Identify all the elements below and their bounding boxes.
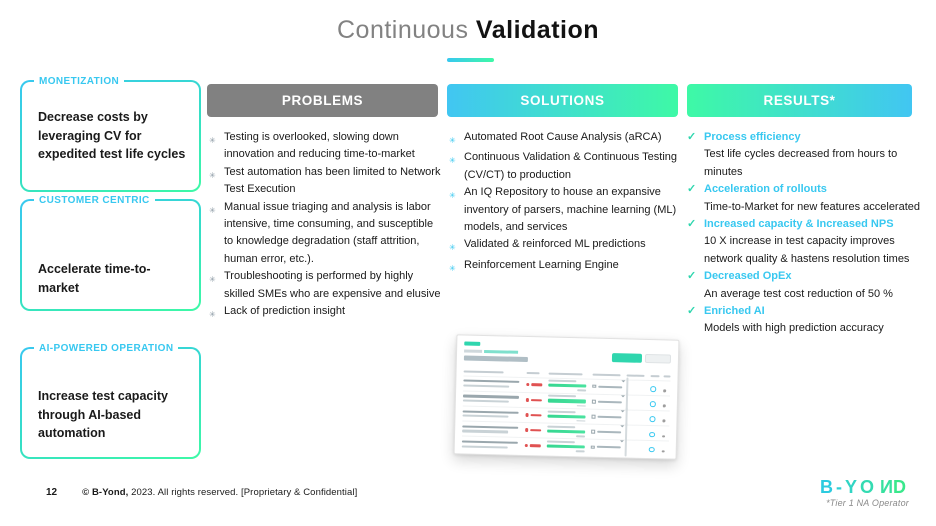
bullet-icon: ✳ [449, 243, 456, 253]
brand-block [820, 477, 909, 508]
result-item [687, 129, 929, 181]
solution-text: Automated Root Cause Analysis (aRCA) [464, 131, 662, 143]
view-icon [650, 417, 656, 423]
results-list [687, 129, 929, 338]
result-content [704, 129, 929, 181]
dashboard-breadcrumb [464, 349, 528, 353]
logo-letter: O [859, 477, 877, 497]
title-bold-part: Validation [475, 16, 600, 44]
bullet-icon: ✳ [209, 275, 216, 285]
view-icon [650, 401, 656, 407]
prediction-icon [591, 445, 595, 449]
result-content [704, 303, 884, 338]
dashboard-logo-chip [464, 341, 480, 345]
check-icon: ✓ [687, 183, 697, 196]
problem-item [209, 303, 443, 323]
failed-badge [530, 429, 541, 432]
bullet-icon: ✳ [449, 263, 456, 273]
failed-status-icon [525, 413, 529, 417]
result-heading: Process efficiency [704, 131, 801, 143]
page-title [0, 16, 936, 45]
bullet-icon: ✳ [209, 205, 216, 215]
sidebar-box-label: AI-POWERED OPERATION [34, 341, 178, 356]
result-content [704, 268, 893, 303]
result-item [687, 181, 929, 216]
footnote-tagline: *Tier 1 NA Operator [826, 498, 909, 508]
result-heading: Decreased OpEx [704, 270, 792, 283]
solution-text: Validated & reinforced ML predictions [464, 238, 646, 251]
problem-text: Test automation has been limited to Network Test Execution [224, 165, 441, 196]
logo-letter-mirrored-n: N [877, 477, 893, 497]
result-detail: Time-to-Market for new features accelerated [704, 200, 921, 213]
failed-status-icon [525, 444, 529, 448]
result-item [687, 268, 929, 303]
check-icon: ✓ [687, 305, 697, 318]
bullet-icon: ✳ [209, 310, 216, 320]
failed-status-icon [526, 383, 530, 387]
bullet-icon: ✳ [449, 191, 456, 201]
sidebar-box-monetization [20, 76, 201, 192]
copyright-brand: © B-Yond, [82, 487, 129, 498]
sidebar-box-text: Accelerate time-to-market [38, 262, 151, 295]
solutions-list [449, 129, 683, 277]
sidebar-box-text: Decrease costs by leveraging CV for expedited test life cycles [38, 110, 186, 161]
copyright-text [82, 487, 357, 498]
result-detail: Models with high prediction accuracy [704, 322, 884, 335]
problems-column-header: PROBLEMS [207, 84, 438, 117]
logo-letter: D [893, 477, 909, 497]
row-menu-icon [663, 405, 666, 408]
sidebar-box-ai-powered-operation [20, 343, 201, 459]
results-column-header: RESULTS* [687, 84, 912, 117]
copyright-rest: 2023. All rights reserved. [Proprietary & Confidential] [128, 487, 358, 498]
sidebar-box-inner [22, 195, 199, 309]
check-icon: ✓ [687, 218, 697, 231]
prediction-icon [592, 430, 596, 434]
failed-badge [531, 399, 542, 402]
prediction-icon [592, 400, 596, 404]
bullet-icon: ✳ [449, 136, 456, 145]
solution-text: Continuous Validation & Continuous Testing (CV/CT) to production [464, 151, 678, 181]
dashboard-secondary-button [645, 354, 671, 364]
view-icon [649, 432, 655, 438]
page-number: 12 [46, 487, 58, 498]
embedded-dashboard-screenshot [454, 334, 680, 459]
progress-bar [547, 429, 585, 433]
progress-bar [548, 399, 586, 403]
row-dropdown [624, 438, 626, 457]
logo-letter: Y [844, 477, 860, 497]
failed-badge [532, 383, 543, 386]
progress-bar [548, 414, 586, 418]
problem-text: Troubleshooting is performed by highly skilled SMEs who are expensive and elusive [224, 270, 441, 300]
result-content [704, 181, 920, 216]
solution-item [449, 129, 683, 149]
byond-logo [820, 477, 909, 497]
dashboard-topline [464, 349, 671, 365]
solution-item [449, 149, 683, 184]
progress-bar [549, 384, 587, 388]
result-item [687, 303, 929, 338]
result-detail: 10 X increase in test capacity improves network quality & hastens resolution times [704, 235, 910, 265]
problems-list [209, 129, 443, 323]
dashboard-title-bar [464, 355, 528, 362]
sidebar-box-customer-centric [20, 195, 201, 311]
dashboard-table-row [462, 436, 669, 456]
solution-item [449, 257, 683, 277]
problem-text: Lack of prediction insight [224, 305, 346, 318]
row-menu-icon [663, 420, 666, 423]
failed-status-icon [526, 398, 530, 402]
dashboard-buttons [612, 353, 671, 363]
problem-text: Testing is overlooked, slowing down innovation and reducing time-to-market [224, 131, 415, 161]
footer [46, 487, 357, 498]
row-menu-icon [663, 389, 666, 392]
problem-item [209, 129, 443, 164]
logo-letter: - [835, 477, 845, 497]
sidebar-box-label: CUSTOMER CENTRIC [34, 193, 155, 208]
failed-badge [531, 414, 542, 417]
row-menu-icon [662, 450, 665, 453]
sidebar-box-inner [22, 76, 199, 190]
logo-letter: B [819, 477, 836, 497]
progress-bar [547, 445, 585, 449]
failed-status-icon [525, 428, 529, 432]
check-icon: ✓ [687, 270, 697, 283]
bullet-icon: ✳ [209, 170, 216, 180]
result-item [687, 216, 929, 268]
prediction-icon [593, 384, 597, 388]
solution-text: An IQ Repository to house an expansive inventory of parsers, machine learning (ML) models, and services [464, 186, 677, 234]
result-detail: An average test cost reduction of 50 % [704, 287, 893, 300]
result-heading: Enriched AI [704, 305, 765, 318]
problem-item [209, 199, 443, 269]
title-underline [447, 58, 494, 62]
solution-item [449, 236, 683, 256]
result-content [704, 216, 929, 268]
result-heading: Increased capacity & Increased NPS [704, 218, 894, 231]
solution-item [449, 184, 683, 236]
problem-text: Manual issue triaging and analysis is labor intensive, time consuming, and susceptible to knowledge degradation (staff attrition, human error, etc.). [224, 200, 434, 265]
view-icon [651, 386, 657, 392]
row-menu-icon [662, 435, 665, 438]
dashboard-heading-area [464, 349, 528, 361]
solutions-column-header: SOLUTIONS [447, 84, 678, 117]
sidebar-box-inner [22, 343, 199, 457]
solution-text: Reinforcement Learning Engine [464, 258, 619, 271]
sidebar-box-label: MONETIZATION [34, 74, 124, 89]
sidebar-box-text: Increase test capacity through AI-based automation [38, 389, 168, 440]
dashboard-primary-button [612, 353, 642, 363]
problem-item [209, 164, 443, 199]
result-detail: Test life cycles decreased from hours to minutes [704, 148, 898, 178]
problem-item [209, 268, 443, 303]
result-heading: Acceleration of rollouts [704, 183, 827, 196]
view-icon [649, 447, 655, 453]
bullet-icon: ✳ [209, 136, 216, 145]
failed-badge [530, 444, 541, 447]
prediction-icon [592, 415, 596, 419]
title-light-part: Continuous [336, 16, 476, 44]
bullet-icon: ✳ [449, 156, 456, 166]
check-icon: ✓ [687, 131, 697, 143]
